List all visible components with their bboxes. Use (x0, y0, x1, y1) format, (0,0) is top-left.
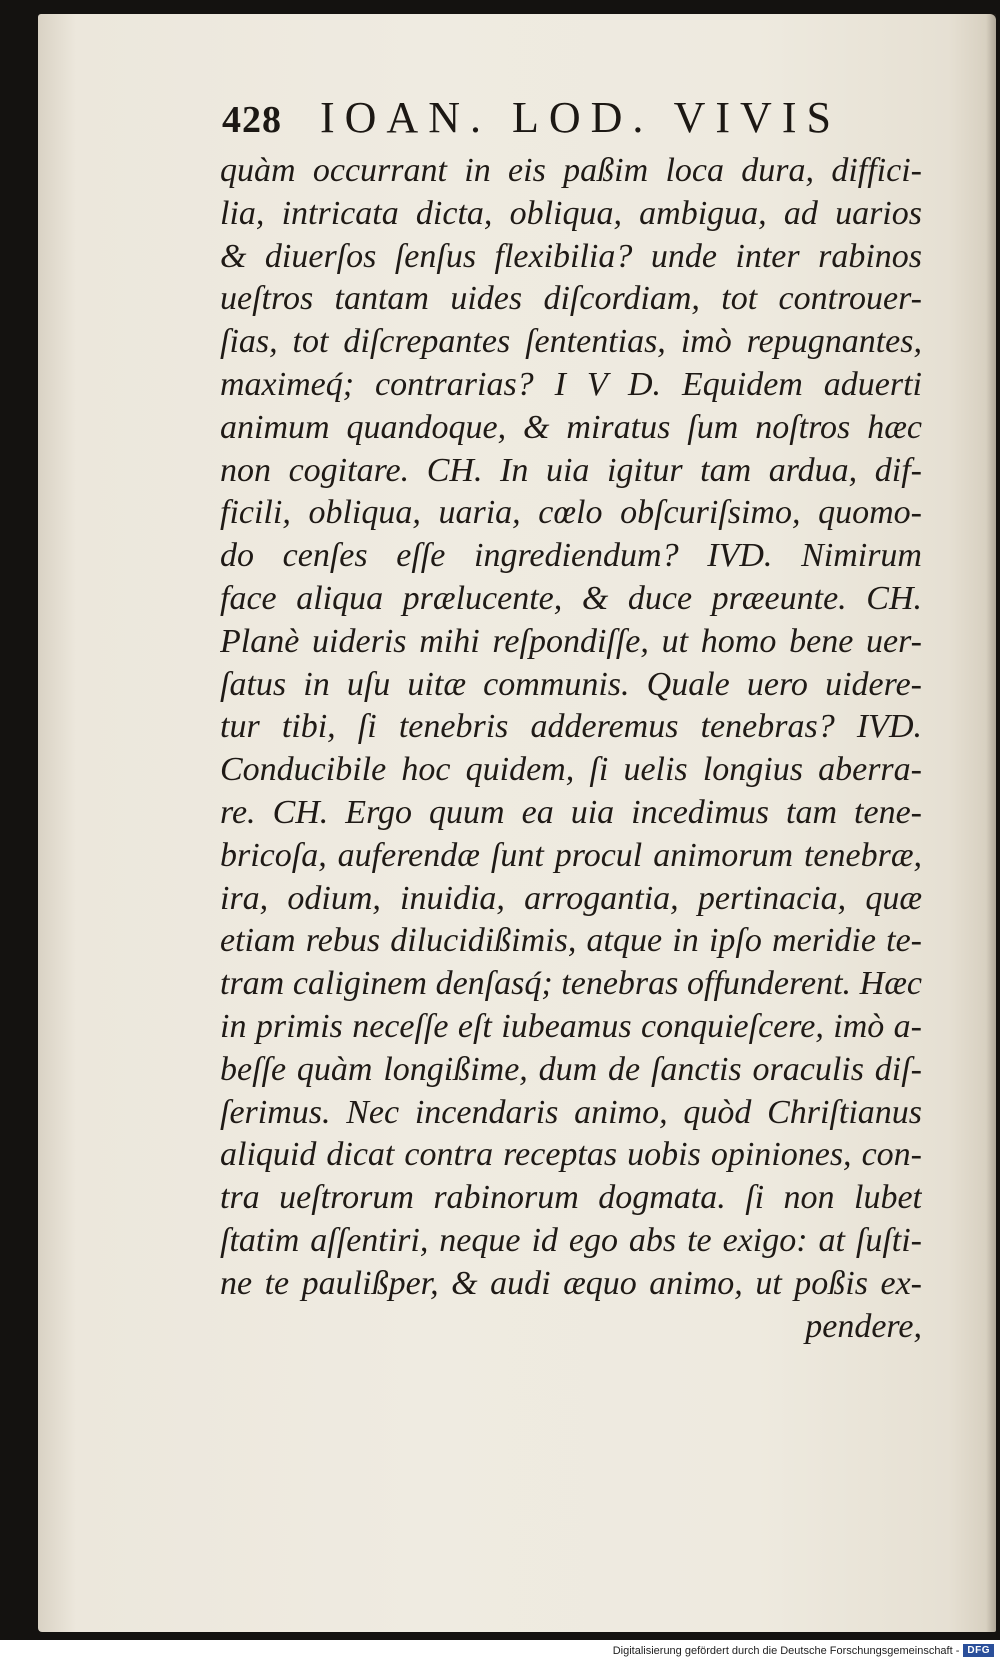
text-line: Planè uideris mihi reſpondiſſe, ut homo bene uer- (220, 622, 922, 660)
text-line: quàm occurrant in eis paßim loca dura, diffici- (220, 152, 922, 189)
running-head-title: IOAN. LOD. VIVIS (320, 93, 841, 142)
text-line: etiam rebus dilucidißimis, atque in ipſo meridie te- (220, 922, 922, 960)
digitization-footer (0, 1640, 1000, 1661)
text-line: ira, odium, inuidia, arrogantia, pertinacia, quæ (220, 879, 922, 917)
text-line: maximeq́; contrarias? I V D. Equidem aduerti (220, 365, 922, 403)
catchword-line: pendere, (805, 1307, 922, 1345)
page-number: 428 (222, 99, 282, 141)
funding-credit: Digitalisierung gefördert durch die Deutsche Forschungsgemeinschaft - (612, 1644, 960, 1657)
text-line: ſias, tot diſcrepantes ſententias, imò repugnantes, (220, 323, 922, 361)
text-line: face aliqua prælucente, & duce præeunte. CH. (220, 579, 922, 617)
text-line: ſatus in uſu uitæ communis. Quale uero uidere- (220, 665, 922, 703)
text-line: Conducibile hoc quidem, ſi uelis longius aberra- (220, 751, 922, 789)
page-edge-shadow (986, 14, 996, 1632)
text-line: ficili, obliqua, uaria, cœlo obſcuriſsimo, quomo- (220, 494, 922, 532)
text-line: lia, intricata dicta, obliqua, ambigua, ad uarios (220, 194, 922, 232)
text-line: ſerimus. Nec incendaris animo, quòd Chriſtianus (220, 1093, 922, 1131)
dfg-logo: DFG (963, 1644, 994, 1657)
text-line: & diuerſos ſenſus flexibilia? unde inter rabinos (220, 237, 922, 275)
text-line: non cogitare. CH. In uia igitur tam ardua, dif- (220, 451, 922, 489)
text-line: beſſe quàm longißime, dum de ſanctis oraculis diſ- (220, 1050, 922, 1088)
text-line: tur tibi, ſi tenebris adderemus tenebras? IVD. (220, 708, 922, 746)
body-text (220, 150, 922, 1348)
text-line: in primis neceſſe eſt iubeamus conquieſcere, imò a- (220, 1007, 922, 1045)
text-line: aliquid dicat contra receptas uobis opiniones, con- (220, 1136, 922, 1174)
text-line: bricoſa, auferendæ ſunt procul animorum tenebræ, (220, 836, 922, 874)
text-line: ſtatim aſſentiri, neque id ego abs te exigo: at ſuſti- (220, 1221, 922, 1259)
text-line: ueſtros tantam uides diſcordiam, tot controuer- (220, 280, 922, 318)
text-line: tra ueſtrorum rabinorum dogmata. ſi non lubet (220, 1179, 922, 1217)
running-head (222, 92, 922, 148)
text-line: re. CH. Ergo quum ea uia incedimus tam tene- (220, 793, 922, 831)
text-line: do cenſes eſſe ingrediendum? IVD. Nimirum (220, 537, 922, 575)
text-line: tram caliginem denſasq́; tenebras offunderent. Hæc (220, 965, 922, 1003)
text-line: ne te paulißper, & audi æquo animo, ut poßis ex- (220, 1264, 922, 1302)
text-line: animum quandoque, & miratus ſum noſtros hæc (220, 408, 922, 446)
